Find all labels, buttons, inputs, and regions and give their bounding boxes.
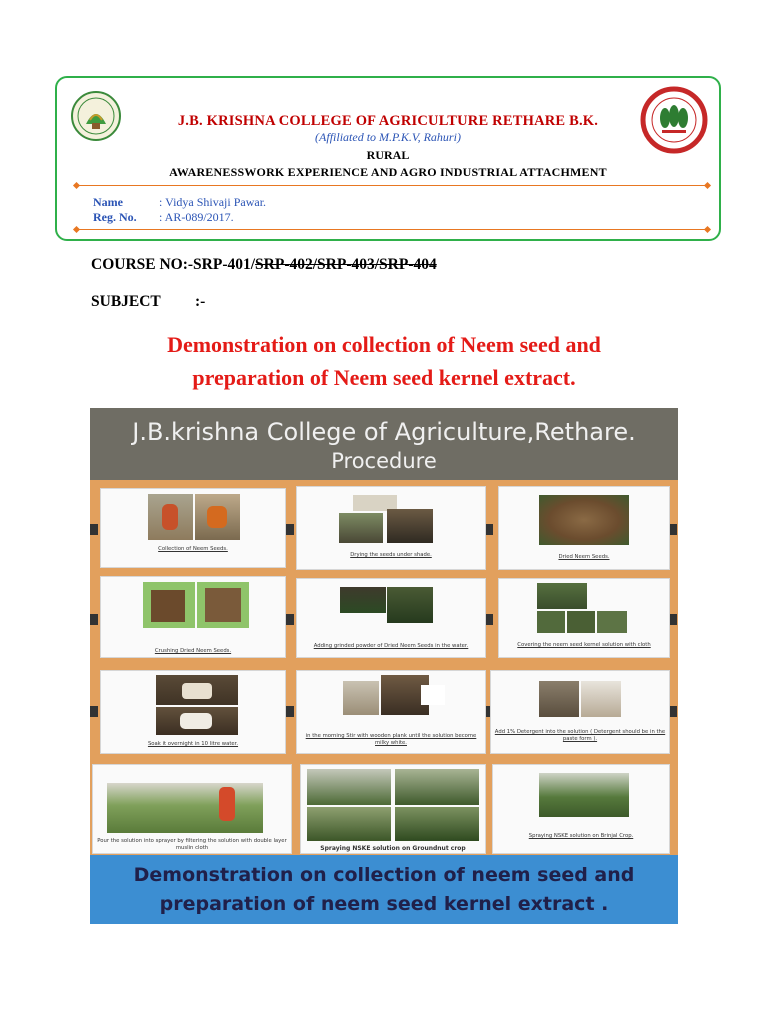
photo xyxy=(339,513,383,543)
photo xyxy=(395,769,479,805)
procedure-panel-11 xyxy=(300,764,486,854)
course-prefix: COURSE NO:-SRP-401/ xyxy=(91,256,256,273)
photo xyxy=(395,807,479,841)
name-label: Name xyxy=(93,195,123,209)
photo xyxy=(537,611,565,633)
photo xyxy=(148,494,193,540)
panel-tab xyxy=(286,614,294,625)
panel-caption: in the morning Stir with wooden plank until the solution become milky white. xyxy=(305,733,477,746)
photo xyxy=(107,783,263,833)
photo xyxy=(539,681,579,717)
panel-caption: Adding grinded powder of Dried Neem Seeds in the water. xyxy=(313,643,469,649)
procedure-panel-12 xyxy=(492,764,670,854)
panel-tab xyxy=(90,614,98,625)
college-name: J.B. KRISHNA COLLEGE OF AGRICULTURE RETHARE B.K. xyxy=(177,113,599,129)
photo xyxy=(340,587,386,613)
divider-top xyxy=(76,185,708,186)
course-struck: SRP-402/SRP-403/SRP-404 xyxy=(255,256,437,273)
photo xyxy=(156,675,238,705)
photo xyxy=(343,681,379,715)
procedure-panel-3 xyxy=(498,486,670,570)
photo xyxy=(195,494,240,540)
photo xyxy=(307,769,391,805)
procedure-poster xyxy=(90,408,678,924)
panel-caption: Spraying NSKE solution on Brinjal Crop. xyxy=(528,833,634,839)
photo xyxy=(537,583,587,609)
photo xyxy=(387,587,433,623)
rural-label: RURAL xyxy=(366,148,410,162)
photo xyxy=(156,707,238,735)
photo xyxy=(539,773,629,817)
panel-tab xyxy=(286,706,294,717)
affiliation: (Affiliated to M.P.K.V, Rahuri) xyxy=(315,130,461,144)
procedure-panel-6 xyxy=(498,578,670,658)
procedure-panel-1 xyxy=(100,488,286,568)
panel-tab xyxy=(286,524,294,535)
photo xyxy=(197,582,249,628)
name-row xyxy=(93,195,267,210)
panel-caption: Drying the seeds under shade. xyxy=(350,552,432,558)
procedure-panel-9 xyxy=(490,670,670,754)
course-number xyxy=(91,256,437,274)
photo xyxy=(567,611,595,633)
panel-tab xyxy=(669,706,677,717)
subject-colon: :- xyxy=(195,293,206,310)
footer-line-2: preparation of neem seed kernel extract . xyxy=(159,893,609,915)
divider-bottom xyxy=(76,229,708,230)
panel-caption: Dried Neem Seeds. xyxy=(558,554,610,560)
poster-footer-band xyxy=(90,855,678,924)
panel-tab xyxy=(669,524,677,535)
procedure-panel-5 xyxy=(296,578,486,658)
panel-caption: Covering the neem seed kernel solution with cloth xyxy=(517,642,651,648)
panel-tab xyxy=(669,614,677,625)
reg-label: Reg. No. xyxy=(93,210,137,224)
photo xyxy=(387,509,433,543)
reg-row xyxy=(93,210,234,225)
photo xyxy=(539,495,629,545)
panel-caption: Soak it overnight in 10 litre water. xyxy=(147,741,239,747)
document-title xyxy=(60,328,708,394)
photo xyxy=(421,685,445,705)
procedure-panel-8 xyxy=(296,670,486,754)
panel-tab xyxy=(485,614,493,625)
procedure-panel-7 xyxy=(100,670,286,754)
poster-header-band xyxy=(90,408,678,480)
subject-label: SUBJECT xyxy=(91,293,161,310)
procedure-panel-2 xyxy=(296,486,486,570)
panel-tab xyxy=(90,706,98,717)
panel-caption: Collection of Neem Seeds. xyxy=(158,546,228,552)
poster-heading: J.B.krishna College of Agriculture,Rethare. xyxy=(132,418,636,446)
panel-tab xyxy=(90,524,98,535)
panel-caption: Pour the solution into sprayer by filtering the solution with double layer muslin cloth xyxy=(97,838,287,851)
photo xyxy=(581,681,621,717)
poster-subheading: Procedure xyxy=(331,449,437,473)
photo xyxy=(307,807,391,841)
title-line-1: Demonstration on collection of Neem seed and xyxy=(167,332,601,357)
poster-footer-caption xyxy=(90,861,678,919)
panel-caption: Crushing Dried Neem Seeds. xyxy=(154,648,232,654)
panel-caption: Spraying NSKE solution on Groundnut crop xyxy=(320,845,466,852)
reg-value: : AR-089/2017. xyxy=(159,210,234,224)
footer-line-1: Demonstration on collection of neem seed and xyxy=(133,864,635,886)
leaf-seal-icon xyxy=(640,86,708,154)
photo xyxy=(143,582,195,628)
subject-row xyxy=(91,293,206,311)
panel-caption: Add 1% Detergent into the solution ( Detergent should be in the paste form ). xyxy=(494,729,666,742)
procedure-panel-4 xyxy=(100,576,286,658)
procedure-panel-10 xyxy=(92,764,292,854)
title-line-2: preparation of Neem seed kernel extract. xyxy=(192,365,576,390)
program-title: AWARENESSWORK EXPERIENCE AND AGRO INDUSTRIAL ATTACHMENT xyxy=(169,165,607,179)
panel-tab xyxy=(485,524,493,535)
header-box xyxy=(55,76,721,241)
name-value: : Vidya Shivaji Pawar. xyxy=(159,195,267,209)
photo xyxy=(597,611,627,633)
